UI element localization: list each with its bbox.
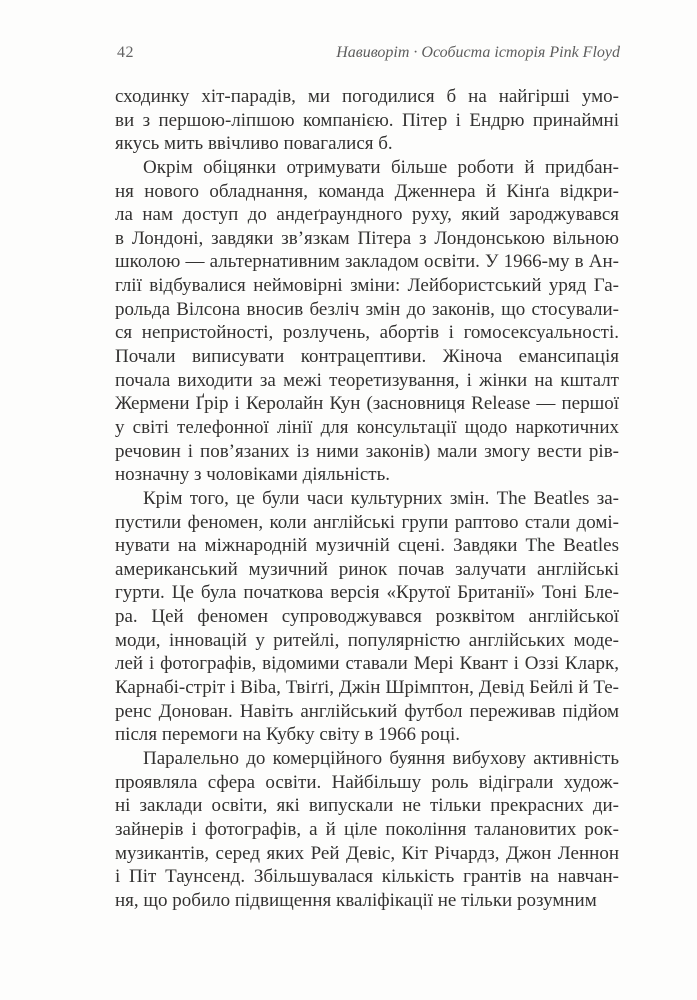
text-line: почала виходити за межі теоретизування, і жінки на кшталт [115,369,619,391]
text-line: після перемоги на Кубку світу в 1966 році. [115,724,460,746]
text-block [115,85,619,912]
text-line: в Лондоні, завдяки зв’язкам Пітера з Лондонською вільною [115,227,619,249]
page-number: 42 [117,44,134,61]
text-line: ня нового обладнання, команда Дженнера й Кінґа відкри- [115,180,619,202]
paragraph [115,85,619,156]
text-line: у світі телефонної лінії для консультації щодо наркотичних [115,416,619,438]
text-line: рольда Вілсона вносив безліч змін до законів, що стосували- [115,298,619,320]
text-line: Паралельно до комерційного буяння вибухову активність [143,747,619,769]
text-line: глії відбувалися неймовірні зміни: Лейбористський уряд Га- [115,275,619,297]
text-line: Крім того, це були часи культурних змін. The Beatles за- [143,487,619,509]
text-line: ренс Донован. Навіть англійський футбол переживав підйом [115,700,619,722]
running-header [117,44,620,62]
text-line: зайнерів і фотографів, а й ціле покоління талановитих рок- [115,818,619,840]
paragraph [115,487,619,747]
text-line: американський музичний ринок почав залучати англійські [115,558,619,580]
text-line: Окрім обіцянки отримувати більше роботи й придбан- [143,156,619,178]
text-line: ла нам доступ до андеґраундного руху, який зароджувався [115,204,619,226]
text-line: ви з першою-ліпшою компанією. Пітер і Ендрю принаймні [115,109,619,131]
paragraph [115,747,619,912]
text-line: моди, інновацій у ритейлі, популярністю англійських моде- [115,629,619,651]
text-line: якусь мить ввічливо повагалися б. [115,133,393,155]
text-line: речовин і пов’язаних із ними законів) мали змогу вести рів- [115,440,619,462]
text-line: ня, що робило підвищення кваліфікації не тільки розумним [115,889,597,911]
text-line: сходинку хіт-парадів, ми погодилися б на найгірші умо- [115,86,619,107]
running-title: Навиворіт · Особиста історія Pink Floyd [336,44,620,61]
text-line: лей і фотографів, відомими ставали Мері Квант і Оззі Кларк, [115,653,619,675]
text-line: пустили феномен, коли англійські групи раптово стали домі- [115,511,619,533]
text-line: ра. Цей феномен супроводжувався розквітом англійської [115,606,619,628]
text-line: і Піт Таунсенд. Збільшувалася кількість грантів на навчан- [115,866,619,888]
text-line: Карнабі-стріт і Biba, Твіґґі, Джін Шрімптон, Девід Бейлі й Те- [115,677,619,699]
text-line: ся непристойності, розлучень, абортів і гомосексуальності. [115,322,619,344]
text-line: ні заклади освіти, які випускали не тільки прекрасних ди- [115,795,619,817]
text-line: нозначну з чоловіками діяльність. [115,464,391,486]
text-line: музикантів, серед яких Рей Девіс, Кіт Річардз, Джон Леннон [115,842,619,864]
paragraph [115,156,619,487]
text-line: нувати на міжнародній музичній сцені. Завдяки The Beatles [115,535,619,557]
text-line: проявляла сфера освіти. Найбільшу роль відіграли худож- [115,771,619,793]
text-line: Жермени Ґрір і Керолайн Кун (засновниця Release — першої [115,393,619,415]
text-line: школою — альтернативним закладом освіти. У 1966-му в Ан- [115,251,619,273]
text-line: Почали виписувати контрацептиви. Жіноча емансипація [115,346,619,368]
text-line: гурти. Це була початкова версія «Крутої Британії» Тоні Бле- [115,582,619,604]
